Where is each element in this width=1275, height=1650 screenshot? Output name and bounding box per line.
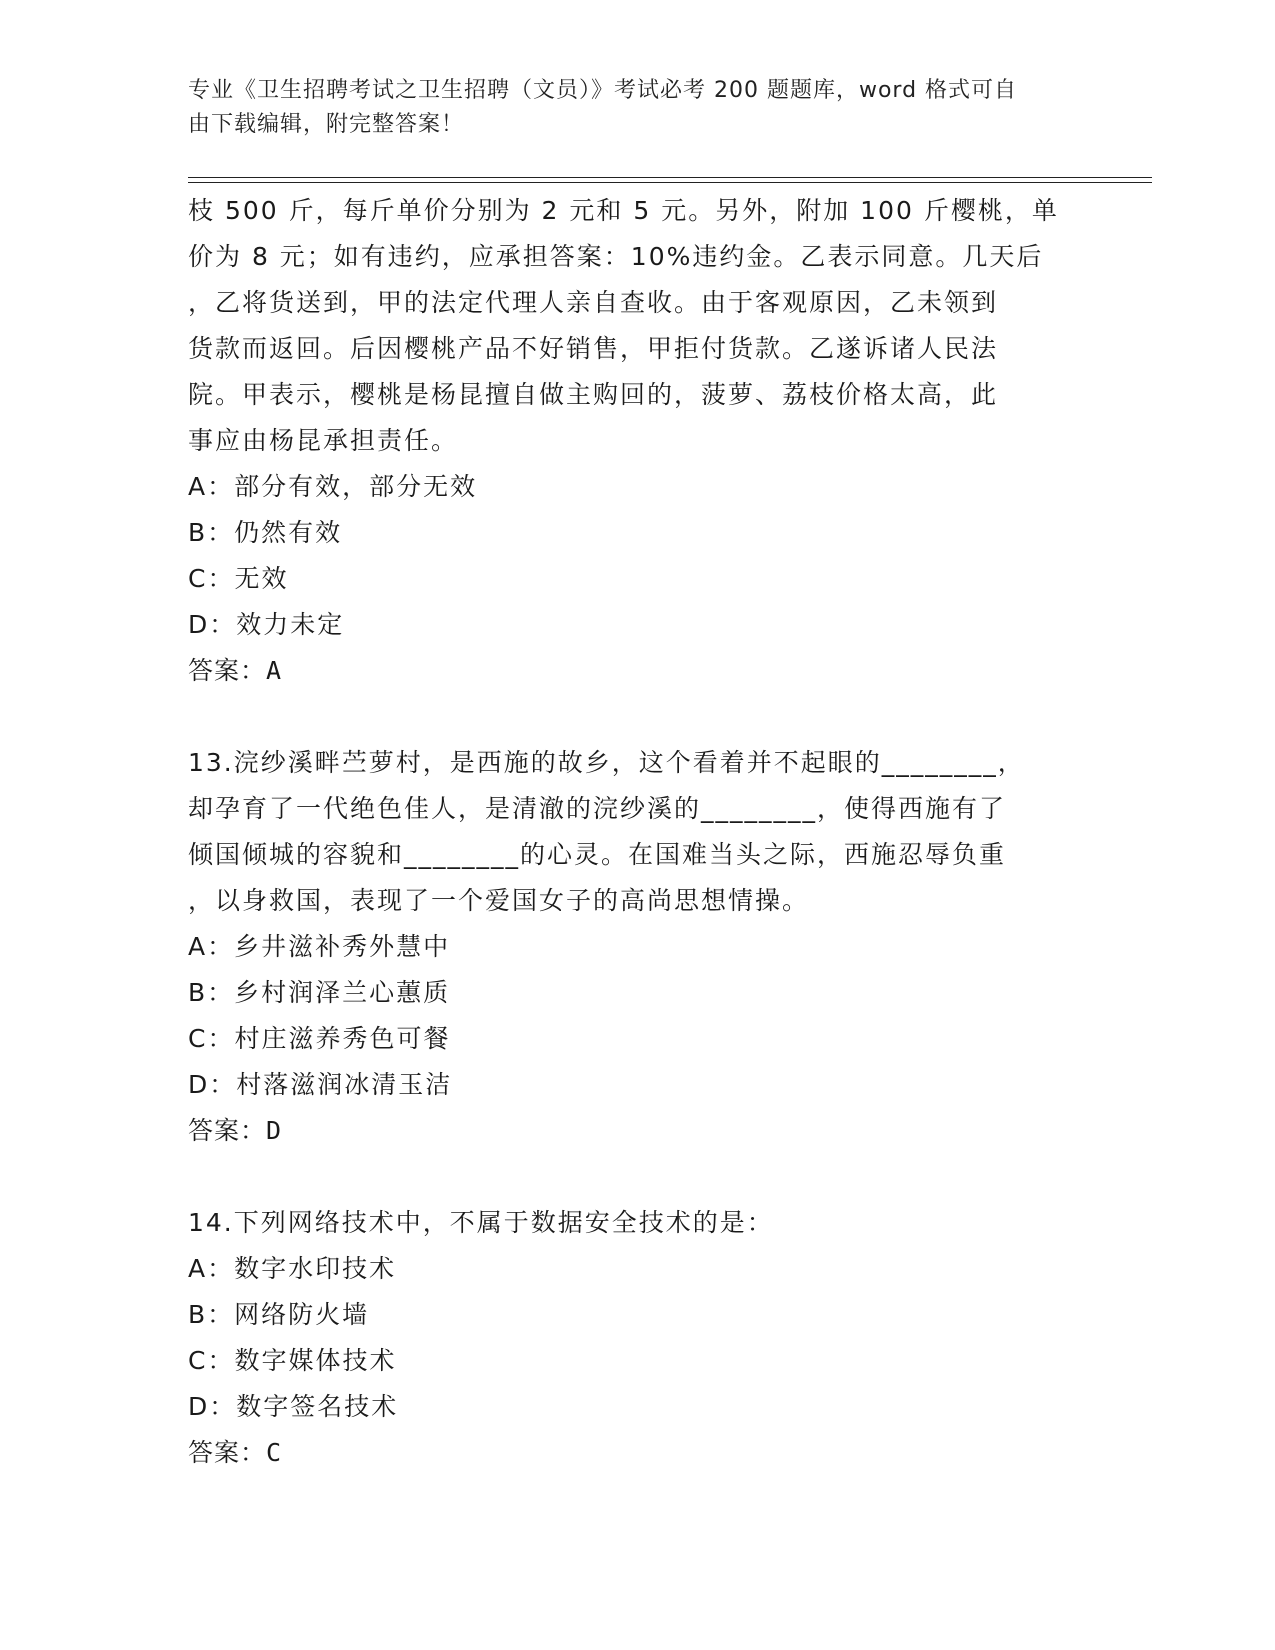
question-14-line: 14.下列网络技术中，不属于数据安全技术的是： bbox=[188, 1208, 774, 1237]
question-13-option-d: D：村落滋润冰清玉洁 bbox=[188, 1070, 453, 1099]
question-12-line: 院。甲表示，樱桃是杨昆擅自做主购回的，菠萝、荔枝价格太高，此 bbox=[188, 380, 999, 409]
question-13-option-c: C：村庄滋养秀色可餐 bbox=[188, 1024, 451, 1053]
question-12-answer: 答案：A bbox=[188, 656, 283, 685]
spacer bbox=[188, 1154, 1088, 1200]
question-12-line: ，乙将货送到，甲的法定代理人亲自查收。由于客观原因，乙未领到 bbox=[188, 288, 999, 317]
question-13-line: 倾国倾城的容貌和________的心灵。在国难当头之际，西施忍辱负重 bbox=[188, 840, 1007, 869]
question-13-line: 却孕育了一代绝色佳人，是清澈的浣纱溪的________，使得西施有了 bbox=[188, 794, 1007, 823]
question-12-option-a: A：部分有效，部分无效 bbox=[188, 472, 478, 501]
question-14-answer: 答案：C bbox=[188, 1438, 283, 1467]
question-14-option-d: D：数字签名技术 bbox=[188, 1392, 399, 1421]
header-line-2: 由下载编辑，附完整答案！ bbox=[188, 112, 465, 137]
question-13-option-b: B：乡村润泽兰心蕙质 bbox=[188, 978, 451, 1007]
question-13-line: ，以身救国，表现了一个爱国女子的高尚思想情操。 bbox=[188, 886, 810, 915]
question-12-line: 价为 8 元；如有违约，应承担答案：10%违约金。乙表示同意。几天后 bbox=[188, 242, 1044, 271]
question-12-option-c: C：无效 bbox=[188, 564, 289, 593]
question-13-option-a: A：乡井滋补秀外慧中 bbox=[188, 932, 451, 961]
header-line-1: 专业《卫生招聘考试之卫生招聘（文员）》考试必考 200 题题库，word 格式可自 bbox=[188, 78, 1018, 103]
question-12-line: 枝 500 斤，每斤单价分别为 2 元和 5 元。另外，附加 100 斤樱桃，单 bbox=[188, 196, 1059, 225]
question-12-text bbox=[188, 188, 1088, 464]
question-12-line: 货款而返回。后因樱桃产品不好销售，甲拒付货款。乙遂诉诸人民法 bbox=[188, 334, 999, 363]
header-rule-bottom bbox=[188, 182, 1152, 183]
question-14-option-b: B：网络防火墙 bbox=[188, 1300, 370, 1329]
question-14-text bbox=[188, 1200, 1088, 1246]
question-12-option-d: D：效力未定 bbox=[188, 610, 345, 639]
question-13-text bbox=[188, 740, 1088, 924]
question-13-line: 13.浣纱溪畔苎萝村，是西施的故乡，这个看着并不起眼的________， bbox=[188, 748, 1025, 777]
question-13-answer: 答案：D bbox=[188, 1116, 283, 1145]
question-12-option-b: B：仍然有效 bbox=[188, 518, 343, 547]
question-14-option-a: A：数字水印技术 bbox=[188, 1254, 397, 1283]
spacer bbox=[188, 694, 1088, 740]
document-body bbox=[188, 188, 1088, 1476]
question-14-option-c: C：数字媒体技术 bbox=[188, 1346, 397, 1375]
header-rule-top bbox=[188, 177, 1152, 178]
question-12-line: 事应由杨昆承担责任。 bbox=[188, 426, 459, 455]
document-header bbox=[188, 74, 1068, 142]
